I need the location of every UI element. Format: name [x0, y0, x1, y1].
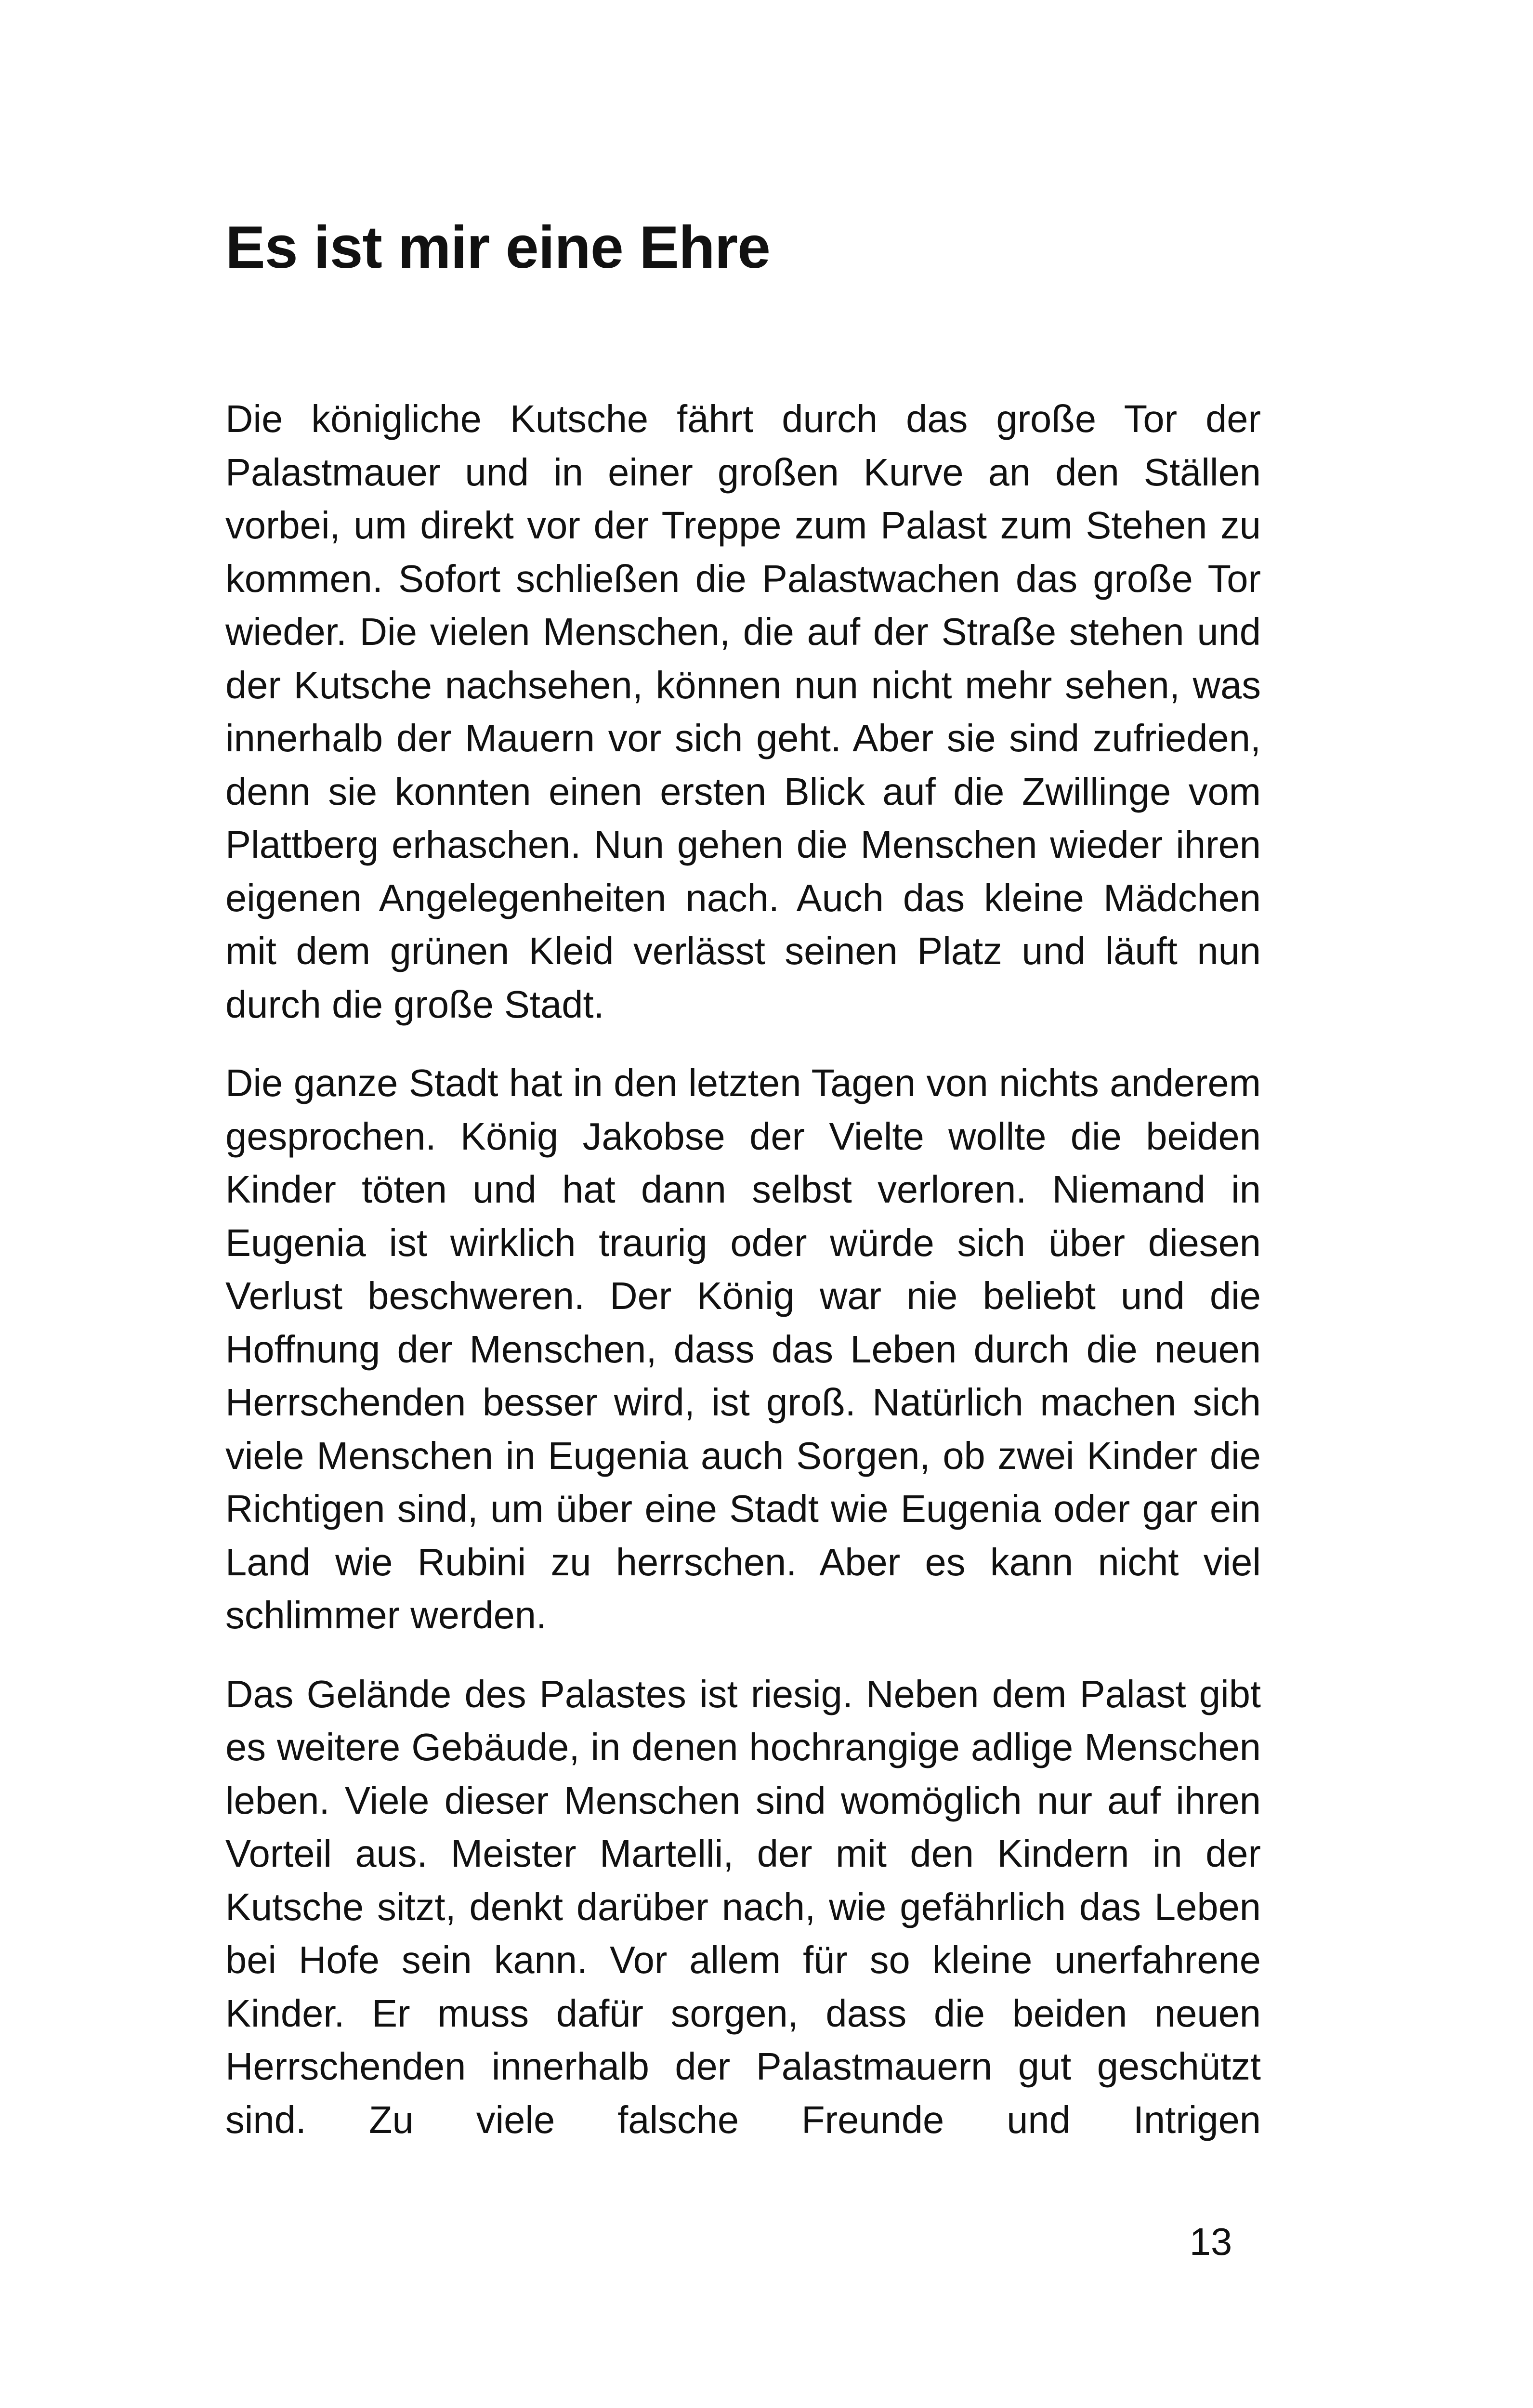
page-number: 13	[1189, 2220, 1232, 2263]
chapter-title: Es ist mir eine Ehre	[225, 214, 770, 281]
paragraph-3: Das Gelände des Palastes ist riesig. Neben dem Palast gibt es weitere Gebäude, in denen hochrangige adlige Menschen leben. Viele dieser Menschen sind womöglich nur auf ihren Vorteil aus. Meister Martelli, der mit den Kindern in der Kutsche sitzt, denkt darüber nach, wie gefährlich das Leben bei Hofe sein kann. Vor allem für so kleine unerfahrene Kinder. Er muss dafür sorgen, dass die beiden neuen Herrschenden innerhalb der Palastmauern gut geschützt sind. Zu viele falsche Freunde und Intrigen	[225, 1672, 1261, 2141]
paragraph-1: Die königliche Kutsche fährt durch das große Tor der Palastmauer und in einer großen Kurve an den Ställen vorbei, um direkt vor der Treppe zum Palast zum Stehen zu kommen. Sofort schließen die Palastwachen das große Tor wieder. Die vielen Menschen, die auf der Straße stehen und der Kutsche nachsehen, können nun nicht mehr sehen, was innerhalb der Mauern vor sich geht. Aber sie sind zufrieden, denn sie konnten einen ersten Blick auf die Zwillinge vom Plattberg erhaschen. Nun gehen die Menschen wieder ihren eigenen Angelegenheiten nach. Auch das kleine Mädchen mit dem grünen Kleid verlässt seinen Platz und läuft nun durch die große Stadt.	[225, 397, 1261, 1026]
body-text	[225, 393, 1261, 2146]
paragraph-2: Die ganze Stadt hat in den letzten Tagen von nichts anderem gesprochen. König Jakobse der Vielte wollte die beiden Kinder töten und hat dann selbst verloren. Niemand in Eugenia ist wirklich traurig oder würde sich über diesen Verlust beschweren. Der König war nie beliebt und die Hoffnung der Menschen, dass das Leben durch die neuen Herrschenden besser wird, ist groß. Natürlich machen sich viele Menschen in Eugenia auch Sorgen, ob zwei Kinder die Richtigen sind, um über eine Stadt wie Eugenia oder gar ein Land wie Rubini zu herrschen. Aber es kann nicht viel schlimmer werden.	[225, 1061, 1261, 1636]
